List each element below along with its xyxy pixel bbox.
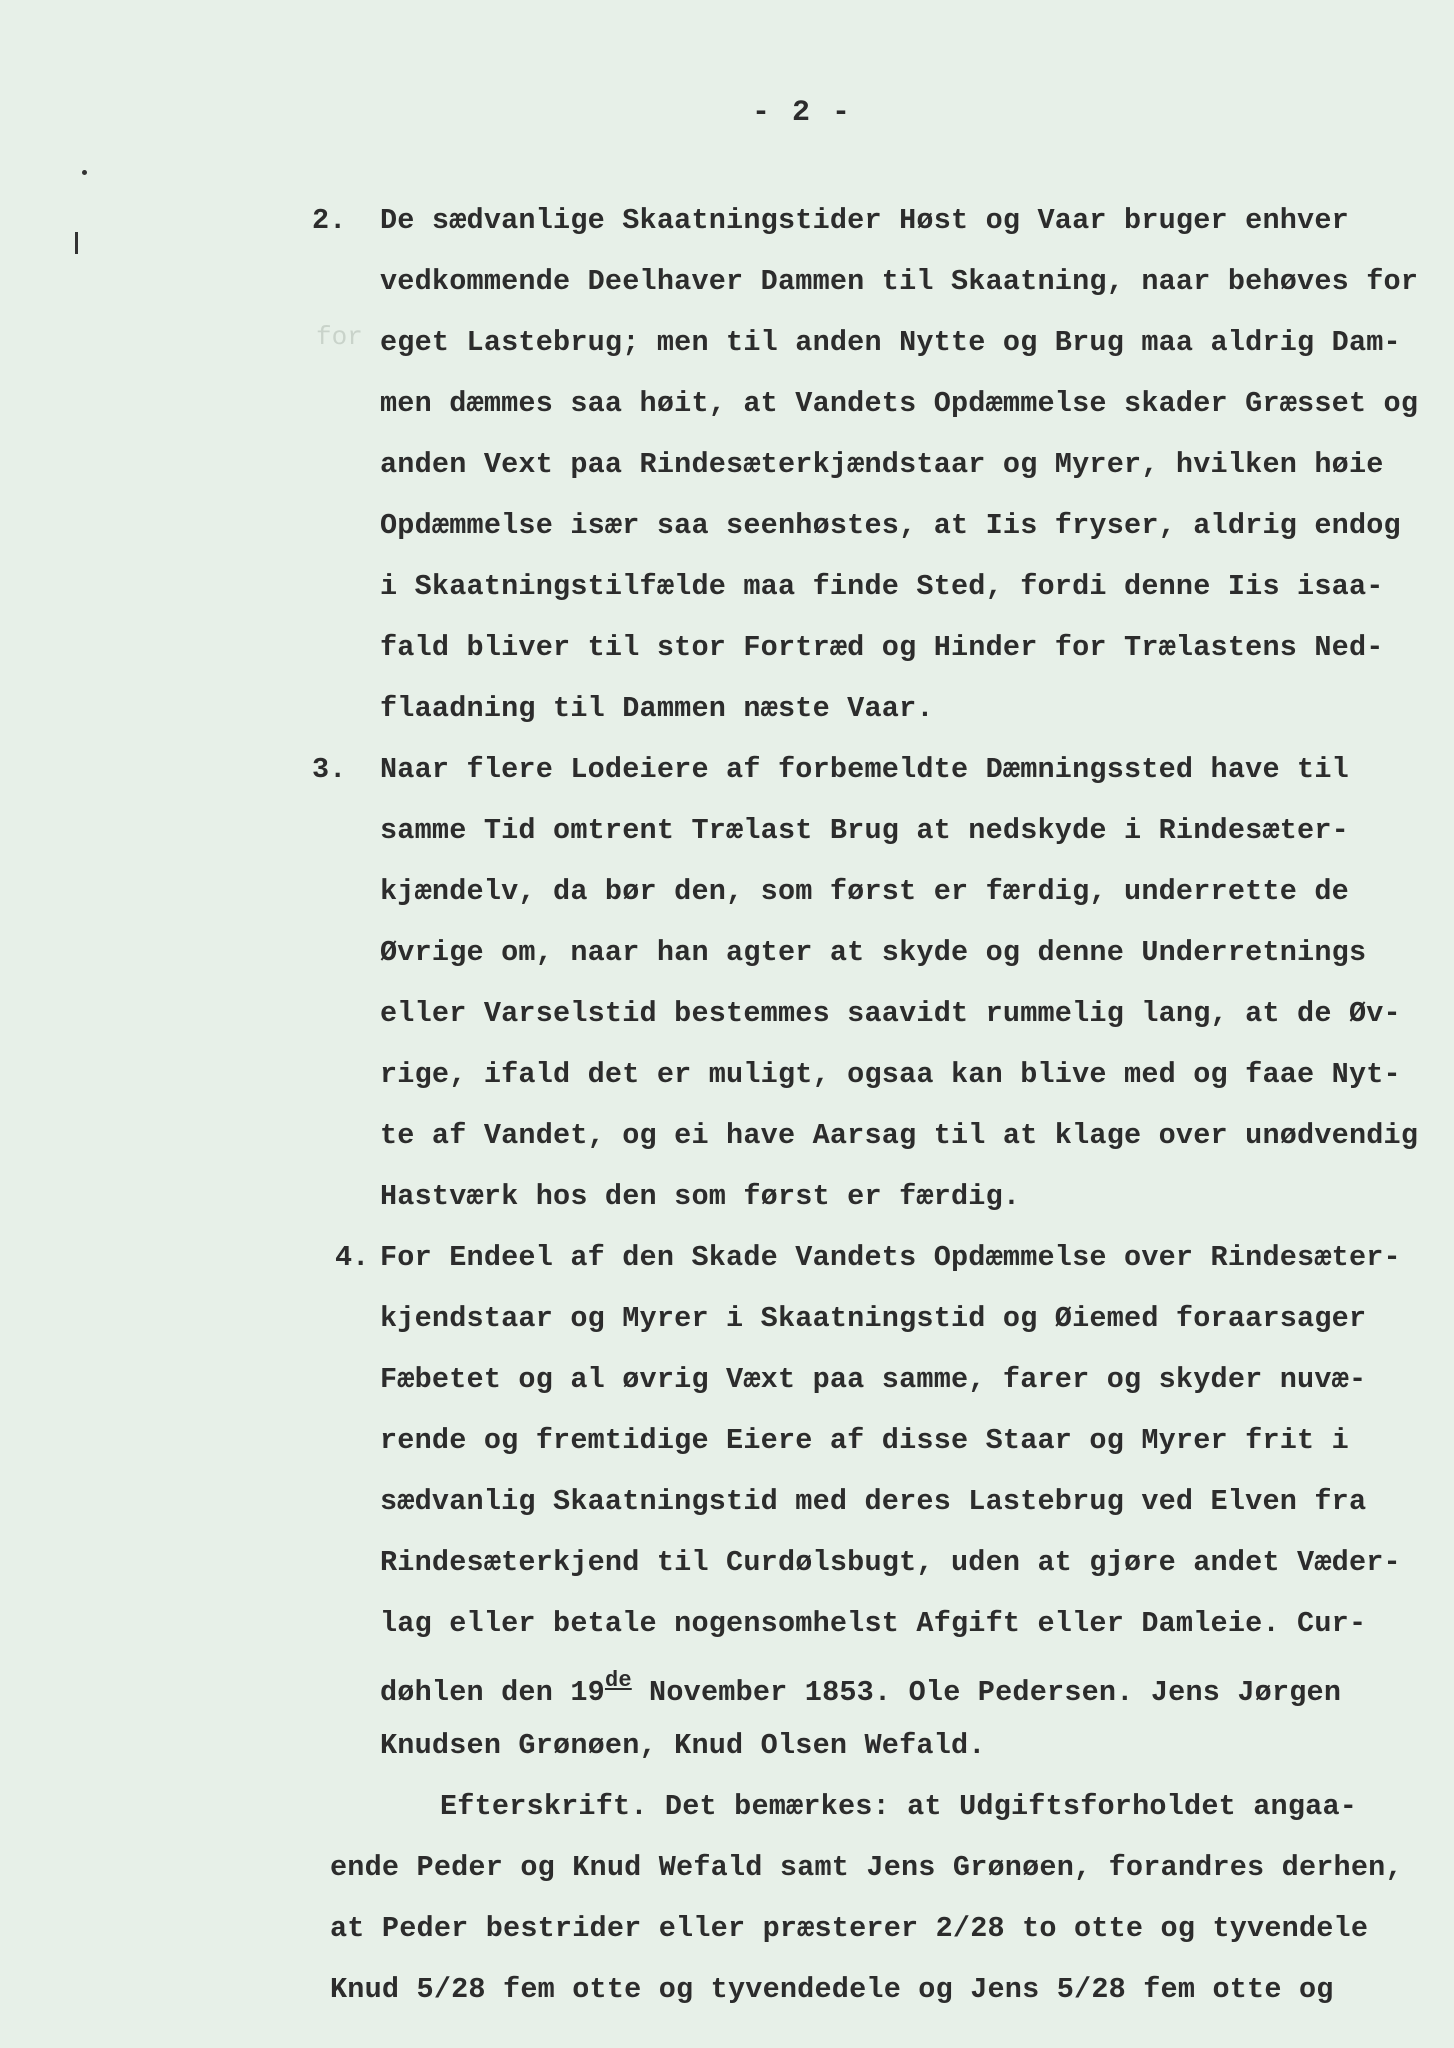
date-superscript: de: [604, 1668, 632, 1693]
postscript-line: ende Peder og Knud Wefald samt Jens Grønøen, forandres derhen,: [330, 1851, 1403, 1884]
text-line: eller Varselstid bestemmes saavidt rummelig lang, at de Øv-: [380, 997, 1401, 1030]
text-line: flaadning til Dammen næste Vaar.: [380, 692, 934, 725]
faint-margin-text: for: [316, 322, 363, 352]
text-line: kjendstaar og Myrer i Skaatningstid og Øiemed foraarsager: [380, 1302, 1367, 1335]
text-line: anden Vext paa Rindesæterkjændstaar og Myrer, hvilken høie: [380, 448, 1384, 481]
text-line: samme Tid omtrent Trælast Brug at nedskyde i Rindesæter-: [380, 814, 1349, 847]
date-line-end: November 1853. Ole Pedersen. Jens Jørgen: [631, 1676, 1342, 1709]
text-line: Opdæmmelse især saa seenhøstes, at Iis fryser, aldrig endog: [380, 509, 1401, 542]
text-line: vedkommende Deelhaver Dammen til Skaatning, naar behøves for: [380, 265, 1419, 298]
date-line-start: døhlen den 19: [380, 1676, 605, 1709]
text-line: eget Lastebrug; men til anden Nytte og Brug maa aldrig Dam-: [380, 326, 1401, 359]
text-line: te af Vandet, og ei have Aarsag til at klage over unødvendig: [380, 1119, 1419, 1152]
postscript-line: Knud 5/28 fem otte og tyvendedele og Jens 5/28 fem otte og: [330, 1973, 1334, 2006]
text-line: Fæbetet og al øvrig Væxt paa samme, farer og skyder nuvæ-: [380, 1363, 1367, 1396]
text-line: fald bliver til stor Fortræd og Hinder for Trælastens Ned-: [380, 631, 1384, 664]
text-line: Rindesæterkjend til Curdølsbugt, uden at gjøre andet Væder-: [380, 1546, 1401, 1579]
text-line: kjændelv, da bør den, som først er færdig, underrette de: [380, 875, 1349, 908]
text-line: sædvanlig Skaatningstid med deres Lastebrug ved Elven fra: [380, 1485, 1367, 1518]
postscript-line: Efterskrift. Det bemærkes: at Udgiftsforholdet angaa-: [440, 1790, 1358, 1823]
margin-dot-mark: [82, 170, 87, 175]
signature-line: Knudsen Grønøen, Knud Olsen Wefald.: [380, 1729, 986, 1762]
text-line: rende og fremtidige Eiere af disse Staar og Myrer frit i: [380, 1424, 1349, 1457]
text-line: Hastværk hos den som først er færdig.: [380, 1180, 1021, 1213]
text-line: Naar flere Lodeiere af forbemeldte Dæmningssted have til: [380, 753, 1349, 786]
text-line: rige, ifald det er muligt, ogsaa kan blive med og faae Nyt-: [380, 1058, 1401, 1091]
postscript-line: at Peder bestrider eller præsterer 2/28 to otte og tyvendele: [330, 1912, 1369, 1945]
item-number: 4.: [335, 1241, 370, 1274]
date-line: [380, 1668, 1341, 1709]
item-number: 3.: [312, 753, 347, 786]
text-line: Øvrige om, naar han agter at skyde og denne Underretnings: [380, 936, 1367, 969]
text-line: For Endeel af den Skade Vandets Opdæmmelse over Rindesæter-: [380, 1241, 1401, 1274]
text-line: men dæmmes saa høit, at Vandets Opdæmmelse skader Græsset og: [380, 387, 1419, 420]
text-line: lag eller betale nogensomhelst Afgift eller Damleie. Cur-: [380, 1607, 1367, 1640]
item-number: 2.: [312, 204, 347, 237]
page-number: - 2 -: [752, 96, 853, 130]
text-line: De sædvanlige Skaatningstider Høst og Vaar bruger enhver: [380, 204, 1349, 237]
text-line: i Skaatningstilfælde maa finde Sted, fordi denne Iis isaa-: [380, 570, 1384, 603]
margin-bar-mark: [75, 232, 78, 254]
